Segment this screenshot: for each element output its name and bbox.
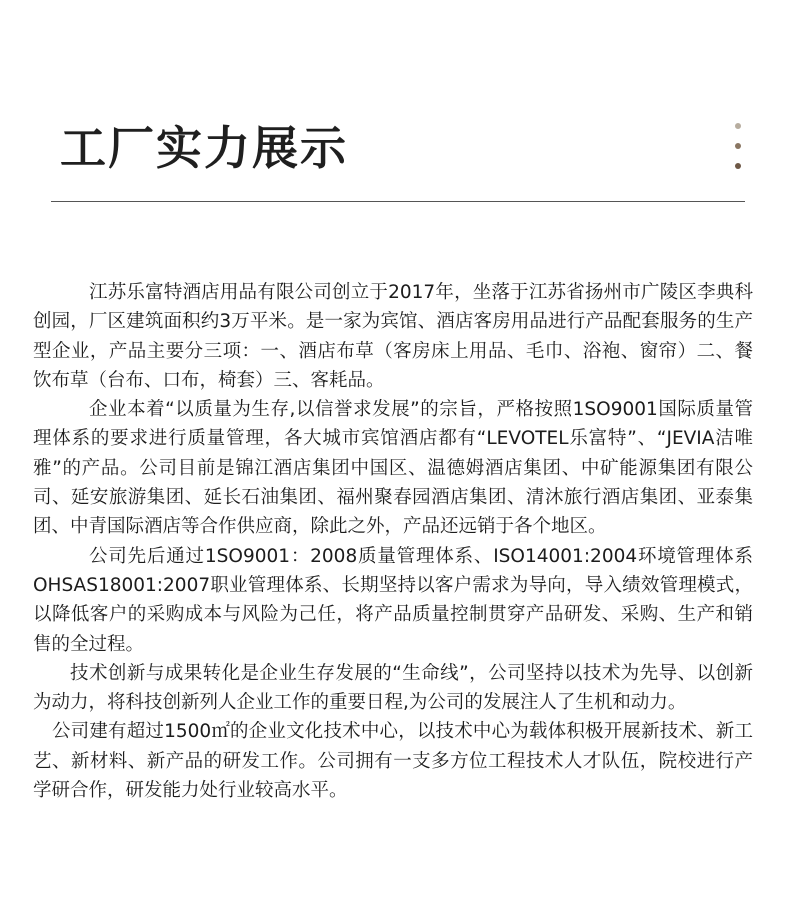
dot-icon xyxy=(735,123,741,129)
dots-menu-icon xyxy=(735,123,743,183)
paragraph-intro: 江苏乐富特酒店用品有限公司创立于2017年，坐落于江苏省扬州市广陵区李典科创园，厂区建筑面积约3万平米。是一家为宾馆、酒店客房用品进行产品配套服务的生产型企业，产品主要分三项：一、酒店布草（客房床上用品、毛巾、浴袍、窗帘）二、餐饮布草（台布、口布，椅套）三、客耗品。 xyxy=(33,282,753,391)
paragraph-innovation: 技术创新与成果转化是企业生存发展的“生命线”，公司坚持以技术为先导、以创新为动力，将科技创新列人企业工作的重要日程,为公司的发展注人了生机和动力。 xyxy=(33,662,753,714)
paragraph-quality: 企业本着“以质量为生存,以信誉求发展”的宗旨，严格按照1SO9001国际质量管理体系的要求进行质量管理，各大城市宾馆酒店都有“LEVOTEL乐富特”、“JEVIA洁唯雅”的产品。公司目前是锦江酒店集团中国区、温德姆酒店集团、中矿能源集团有限公司、延安旅游集团、延长石油集团、福州聚春园酒店集团、清沐旅行酒店集团、亚泰集团、中青国际酒店等合作供应商，除此之外，产品还远销于各个地区。 xyxy=(33,399,753,538)
title-divider xyxy=(51,201,745,202)
paragraph-tech-center: 公司建有超过1500㎡的企业文化技术中心，以技术中心为载体积极开展新技术、新工艺、新材料、新产品的研发工作。公司拥有一支多方位工程技术人才队伍，院校进行产学研合作，研发能力处行业较高水平。 xyxy=(33,721,753,802)
dot-icon xyxy=(735,163,741,169)
dot-icon xyxy=(735,143,741,149)
page-title: 工厂实力展示 xyxy=(60,121,348,175)
company-description xyxy=(33,278,753,805)
paragraph-certification: 公司先后通过1SO9001：2008质量管理体系、ISO14001:2004环境管理体系OHSAS18001:2007职业管理体系、长期坚持以客户需求为导向，导入绩效管理模式，以降低客户的采购成本与风险为己任，将产品质量控制贯穿产品研发、采购、生产和销售的全过程。 xyxy=(33,545,753,655)
